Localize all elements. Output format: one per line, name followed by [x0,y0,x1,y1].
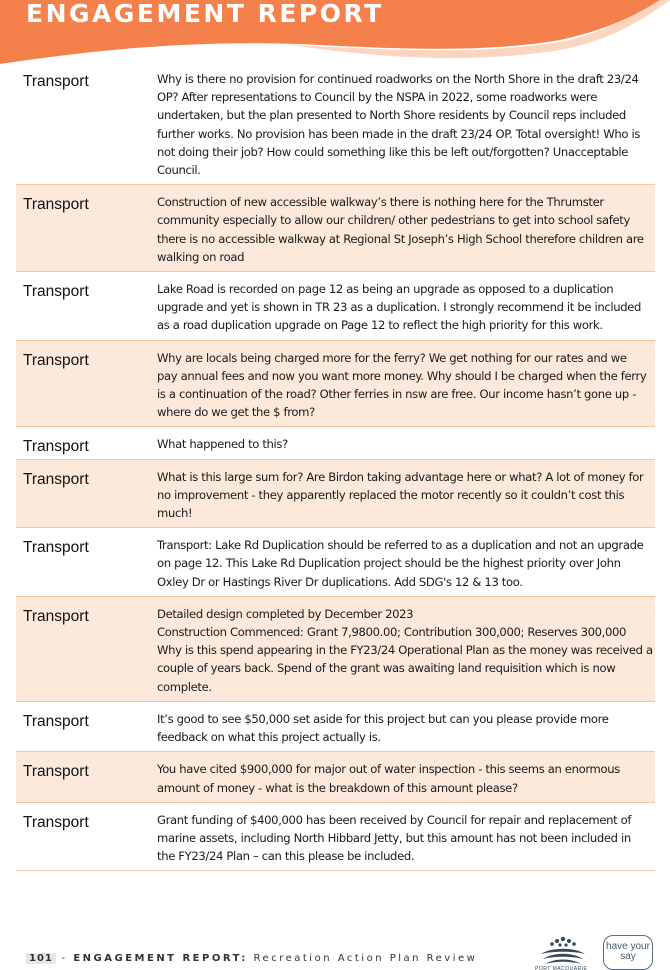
comment-line: not doing their job? How could something like this be left out/forgotten? Unacceptable [157,144,629,159]
row-comment [157,62,655,184]
comment-line: Why is this spend appearing in the FY23/24 Operational Plan as the money was received a [157,643,653,658]
row-category: Transport [23,470,89,488]
comment-line: amount of money - what is the breakdown of this amount please? [157,780,518,795]
comment-line: feedback on what this project actually is. [157,730,381,745]
comments-table [16,62,655,871]
row-comment [157,341,655,427]
comment-line: Detailed design completed by December 2023 [157,606,414,621]
comment-line: OP? After representations to Council by the NSPA in 2022, some roadworks were [157,90,597,105]
comment-line: where do we get the $ from? [157,405,315,420]
row-comment [157,427,655,458]
row-comment [157,460,655,528]
row-category: Transport [23,196,89,214]
council-logo-icon [533,934,593,968]
table-row [16,528,655,597]
footer-report-label: ENGAGEMENT REPORT: [73,953,248,964]
footer-report-subtitle: Recreation Action Plan Review [247,953,478,964]
page-number: 101 [26,953,56,964]
comment-line: walking on road [157,249,245,264]
table-row [16,272,655,341]
row-category: Transport [23,438,89,456]
comment-line: further works. No provision has been made in the draft 23/24 OP. Total oversight! Who is [157,126,641,141]
table-row [16,341,655,428]
comment-line: What happened to this? [157,437,288,452]
comment-line: much! [157,506,193,521]
comment-line: is a continuation of the road? Other ferries in nsw are free. Our income hasn’t gone up - [157,387,637,402]
comment-line: pay annual fees and now you want more money. Why should I be charged when the ferry [157,368,647,383]
comment-line: Transport: Lake Rd Duplication should be referred to as a duplication and not an upgrade [157,538,644,553]
header-banner [0,0,670,64]
row-category: Transport [23,283,89,301]
row-category: Transport [23,539,89,557]
comment-line: the FY23/24 Plan – can this please be included. [157,849,415,864]
table-row [16,185,655,272]
row-comment [157,803,655,871]
table-row [16,803,655,872]
comment-line: You have cited $900,000 for major out of water inspection - this seems an enormous [157,762,620,777]
comment-line: Oxley Dr or Hastings River Dr duplications. Add SDG's 12 & 13 too. [157,574,523,589]
council-logo [533,934,593,970]
comment-line: upgrade and yet is shown in TR 23 as a duplication. I strongly recommend it be included [157,300,642,315]
comment-line: on page 12. This Lake Rd Duplication project should be the highest priority over John [157,556,621,571]
row-comment [157,702,655,751]
row-comment [157,272,655,340]
table-row [16,702,655,752]
comment-line: community especially to allow our children/ other pedestrians to get into school safety [157,213,630,228]
row-category: Transport [23,351,89,369]
row-category: Transport [23,813,89,831]
comment-line: complete. [157,679,212,694]
comment-line: What is this large sum for? Are Birdon taking advantage here or what? A lot of money for [157,469,644,484]
table-row [16,427,655,459]
council-logo-caption: PORT MACQUARIE [535,966,588,970]
table-row [16,752,655,802]
comment-line: Why is there no provision for continued roadworks on the North Shore in the draft 23/24 [157,72,639,86]
comment-line: Lake Road is recorded on page 12 as being an upgrade as opposed to a duplication [157,282,614,297]
table-row [16,62,655,185]
comment-line: undertaken, but the plan presented to North Shore residents by Council reps included [157,108,626,123]
comment-line: as a road duplication upgrade on Page 12 to reflect the high priority for this work. [157,318,603,333]
have-your-say-logo [603,935,653,970]
table-row [16,460,655,529]
row-category: Transport [23,763,89,781]
have-your-say-text: have your say [606,941,650,962]
table-row [16,597,655,702]
page-footer [26,953,477,964]
row-comment [157,528,655,596]
comment-line: Construction of new accessible walkway’s there is nothing here for the Thrumster [157,195,604,210]
row-comment [157,185,655,271]
row-comment [157,752,655,801]
comment-line: It’s good to see $50,000 set aside for this project but can you please provide more [157,711,609,726]
comment-line: Construction Commenced: Grant 7,9800.00; Contribution 300,000; Reserves 300,000 [157,625,627,640]
comment-line: Grant funding of $400,000 has been received by Council for repair and replacement of [157,812,632,827]
comment-line: no improvement - they apparently replaced the motor recently so it couldn’t cost this [157,487,625,502]
footer-separator: - [55,953,74,964]
comment-line: Why are locals being charged more for the ferry? We get nothing for our rates and we [157,350,627,365]
row-category: Transport [23,712,89,730]
row-category: Transport [23,607,89,625]
comment-line: marine assets, including North Hibbard Jetty, but this amount has not been included in [157,830,631,845]
page-title: ENGAGEMENT REPORT [26,0,384,28]
comment-line: Council. [157,163,201,178]
row-comment [157,597,661,701]
comment-line: there is no accessible walkway at Regional St Joseph’s High School therefore children are [157,231,644,246]
row-category: Transport [23,73,89,90]
comment-line: couple of years back. Spend of the grant was awaiting land requisition which is now [157,661,616,676]
